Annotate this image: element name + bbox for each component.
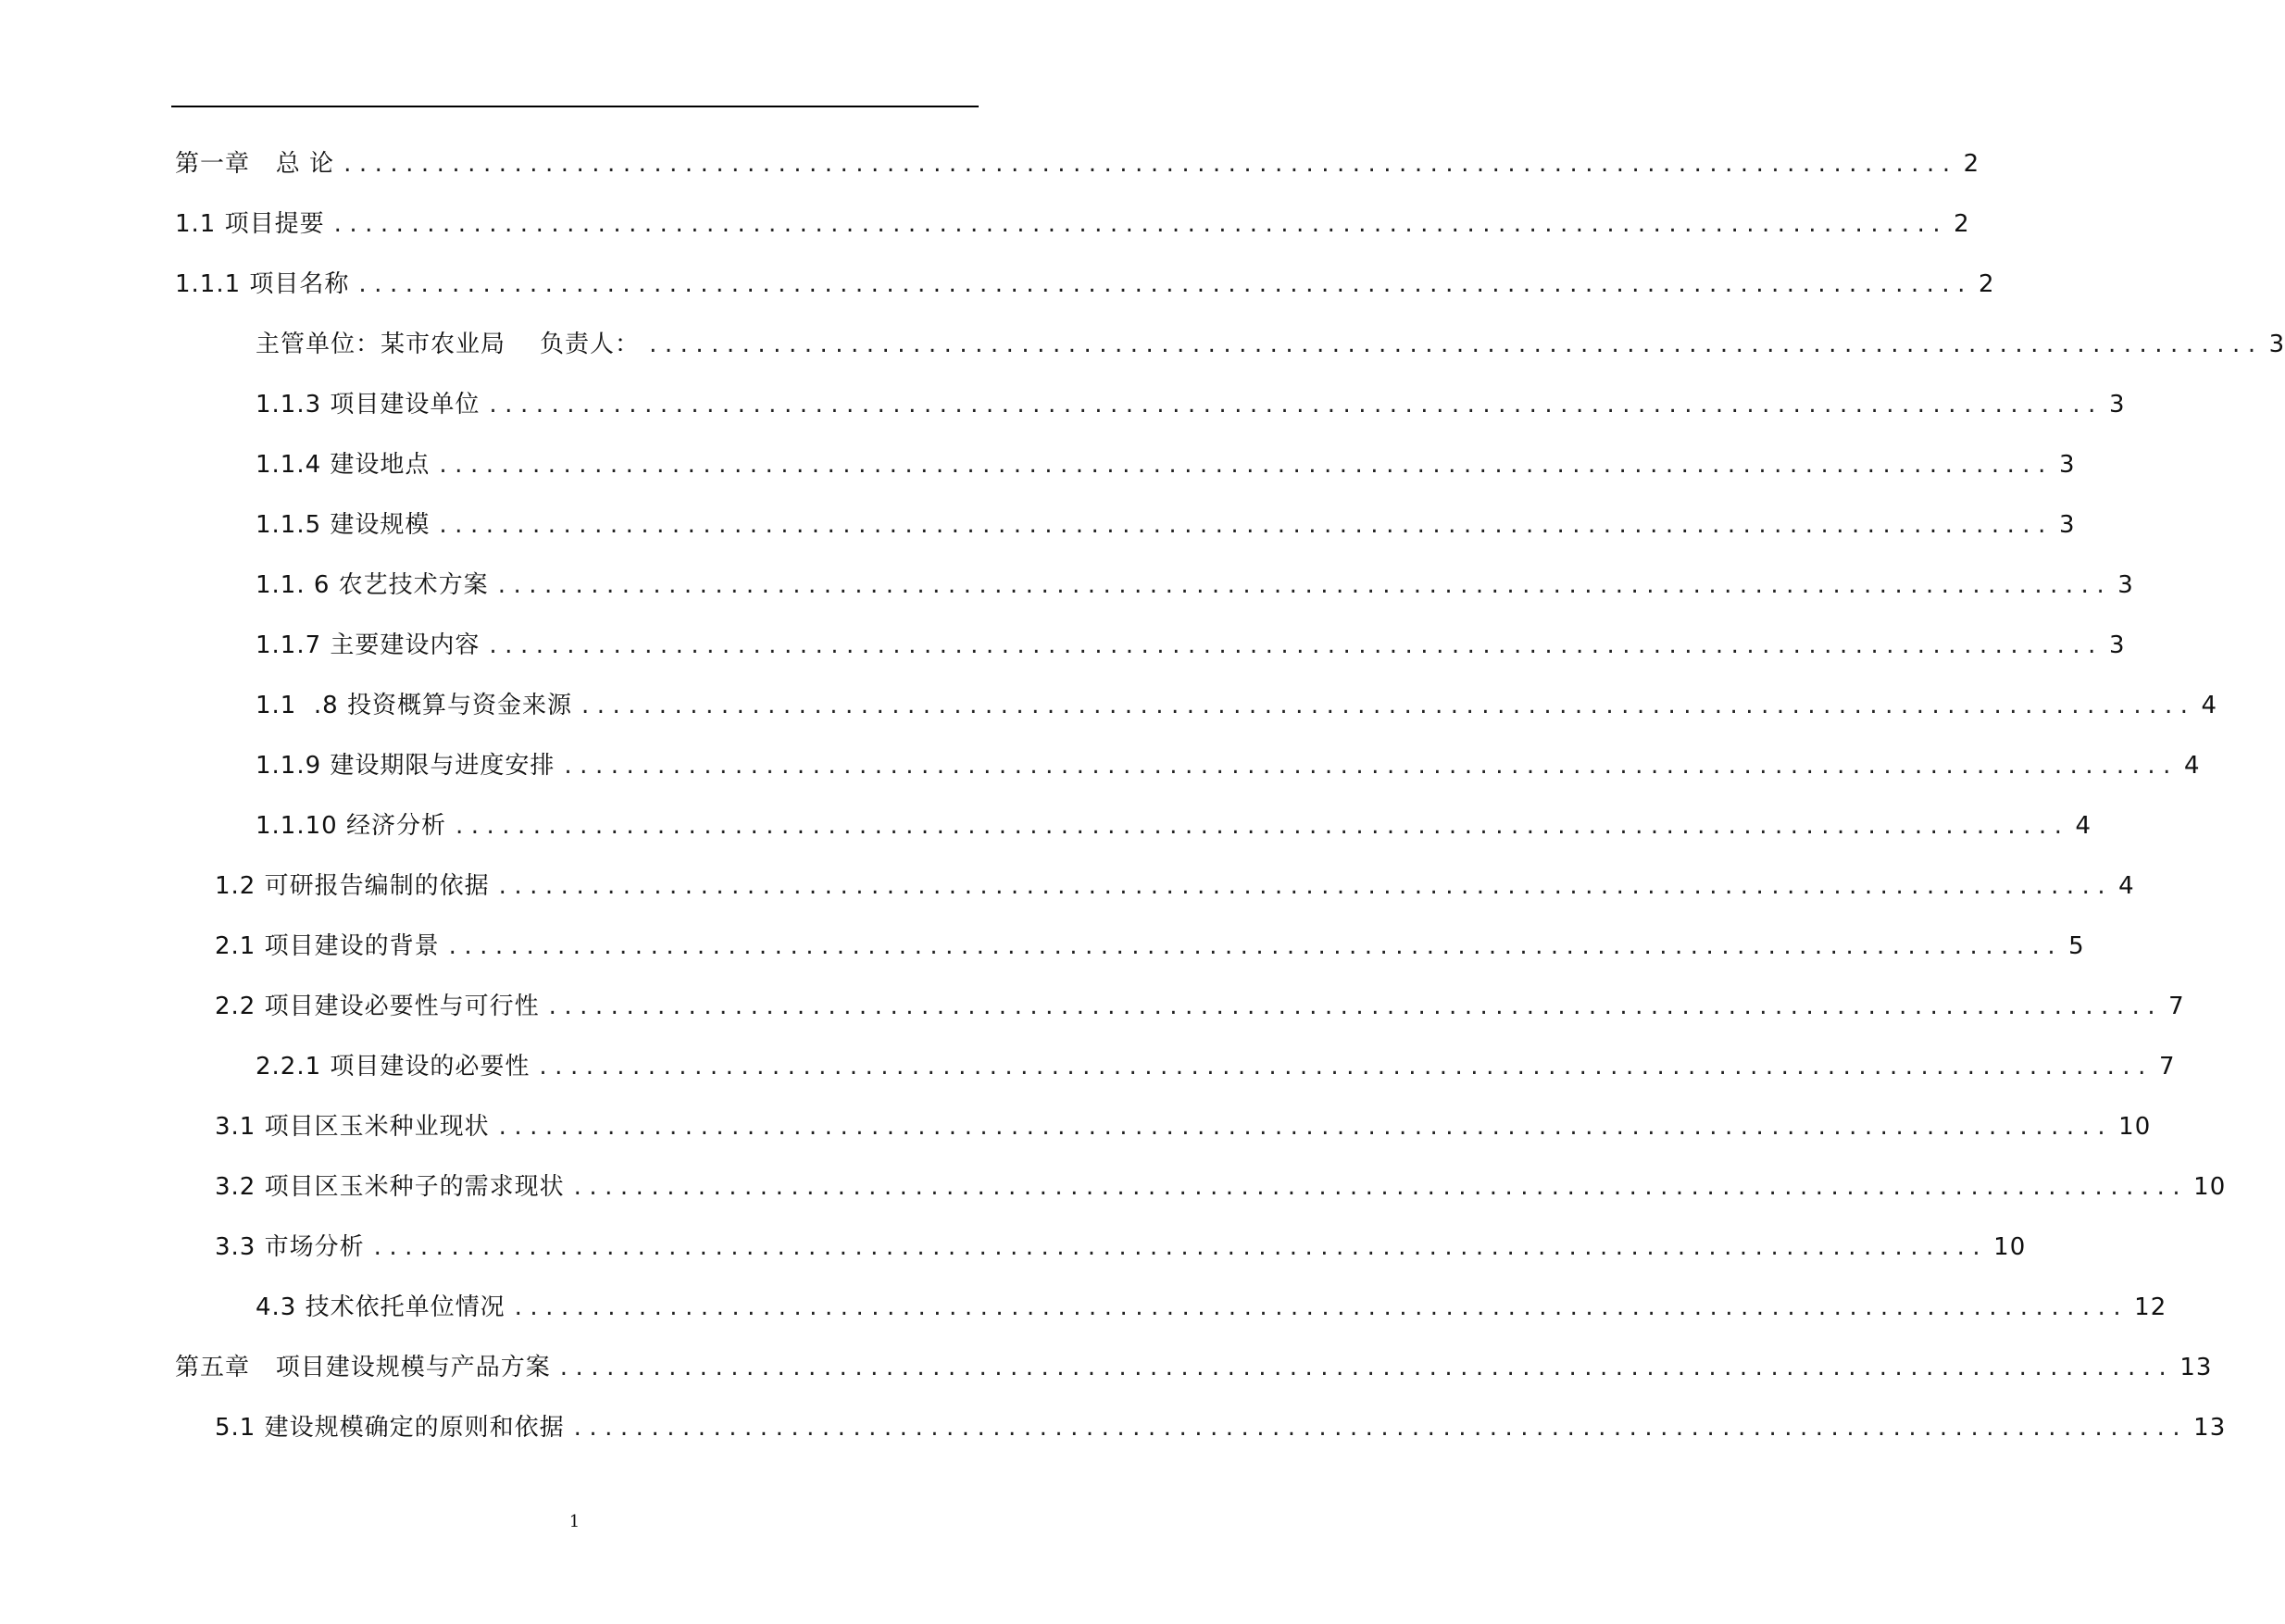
- dot-leader: ........................................................................................................: [489, 631, 2104, 659]
- toc-entry-label: 1.1.4 建设地点: [256, 451, 431, 479]
- toc-entry-label: 2.2 项目建设必要性与可行性: [215, 993, 540, 1020]
- toc-entry[interactable]: [256, 625, 2126, 666]
- toc-entry[interactable]: [215, 1167, 2227, 1207]
- toc-entry-page: 12: [2134, 1293, 2167, 1321]
- dot-leader: ........................................................................................................: [455, 812, 2070, 840]
- dot-leader: ........................................................................................................: [649, 331, 2264, 358]
- toc-entry-page: 3: [2117, 571, 2134, 599]
- toc-entry-label: 1.1.1 项目名称: [175, 270, 350, 298]
- dot-leader: ........................................................................................................: [497, 571, 2113, 599]
- dot-leader: ........................................................................................................: [489, 391, 2104, 418]
- toc-entry[interactable]: [215, 1106, 2152, 1147]
- toc-entry-page: 7: [2158, 1053, 2176, 1081]
- toc-entry[interactable]: [256, 565, 2134, 606]
- toc-entry-page: 4: [2118, 872, 2135, 900]
- toc-entry-page: 4: [2201, 692, 2218, 719]
- toc-entry-label: 1.1.7 主要建设内容: [256, 631, 481, 659]
- toc-entry[interactable]: [256, 324, 2285, 365]
- toc-entry-label: 3.1 项目区玉米种业现状: [215, 1113, 490, 1141]
- toc-entry-page: 2: [1954, 210, 1970, 238]
- dot-leader: ........................................................................................................: [439, 451, 2054, 479]
- toc-entry-label: 第一章 总 论: [175, 150, 335, 178]
- toc-entry-label: 1.1.9 建设期限与进度安排: [256, 752, 556, 780]
- toc-entry-label: 3.3 市场分析: [215, 1233, 365, 1261]
- toc-entry-page: 3: [2058, 451, 2076, 479]
- toc-entry[interactable]: [215, 986, 2185, 1027]
- dot-leader: ........................................................................................................: [498, 872, 2114, 900]
- dot-leader: ........................................................................................................: [333, 210, 1949, 238]
- toc-entry-page: 4: [2075, 812, 2092, 840]
- toc-entry-page: 13: [2179, 1354, 2213, 1381]
- toc-entry-page: 2: [1963, 150, 1980, 178]
- toc-entry[interactable]: [256, 505, 2076, 545]
- toc-entry-page: 2: [1978, 270, 1995, 298]
- dot-leader: ........................................................................................................: [498, 1113, 2114, 1141]
- dot-leader: ........................................................................................................: [573, 1414, 2189, 1442]
- toc-entry-page: 10: [1993, 1233, 2027, 1261]
- toc-entry-page: 5: [2068, 932, 2085, 960]
- toc-entry-page: 3: [2268, 331, 2285, 358]
- dot-leader: ........................................................................................................: [559, 1354, 2175, 1381]
- toc-entry-page: 13: [2193, 1414, 2227, 1442]
- dot-leader: ........................................................................................................: [373, 1233, 1989, 1261]
- toc-entry[interactable]: [215, 926, 2085, 967]
- toc-entry-page: 7: [2168, 993, 2185, 1020]
- dot-leader: ........................................................................................................: [514, 1293, 2129, 1321]
- toc-entry[interactable]: [215, 1407, 2227, 1448]
- toc-entry-label: 1.1. 6 农艺技术方案: [256, 571, 489, 599]
- toc-entry[interactable]: [175, 264, 1995, 305]
- toc-entry[interactable]: [256, 1046, 2176, 1087]
- toc-entry[interactable]: [175, 1347, 2213, 1388]
- toc-entry-page: 3: [2108, 631, 2126, 659]
- toc-entry[interactable]: [256, 1287, 2167, 1328]
- toc-entry-label: 1.1 项目提要: [175, 210, 325, 238]
- toc-entry-page: 3: [2108, 391, 2126, 418]
- toc-entry[interactable]: [215, 1227, 2027, 1268]
- toc-entry-page: 3: [2058, 511, 2076, 539]
- dot-leader: ........................................................................................................: [439, 511, 2054, 539]
- dot-leader: ........................................................................................................: [343, 150, 1958, 178]
- dot-leader: ........................................................................................................: [358, 270, 1973, 298]
- dot-leader: ........................................................................................................: [564, 752, 2179, 780]
- toc-entry[interactable]: [256, 384, 2126, 425]
- toc-entry-label: 1.1 .8 投资概算与资金来源: [256, 692, 572, 719]
- toc-entry[interactable]: [256, 806, 2092, 846]
- toc-entry-label: 2.2.1 项目建设的必要性: [256, 1053, 531, 1081]
- toc-entry[interactable]: [175, 204, 1970, 244]
- header-rule: [171, 106, 979, 107]
- dot-leader: ........................................................................................................: [448, 932, 2064, 960]
- toc-entry-label: 1.2 可研报告编制的依据: [215, 872, 490, 900]
- toc-entry-label: 4.3 技术依托单位情况: [256, 1293, 506, 1321]
- toc-entry-label: 1.1.3 项目建设单位: [256, 391, 481, 418]
- toc-entry-label: 主管单位：某市农业局 负责人：: [256, 331, 641, 358]
- toc-entry-page: 10: [2193, 1173, 2227, 1201]
- dot-leader: ........................................................................................................: [548, 993, 2164, 1020]
- toc-entry-label: 2.1 项目建设的背景: [215, 932, 440, 960]
- toc-entry[interactable]: [175, 144, 1980, 184]
- toc-entry-label: 1.1.10 经济分析: [256, 812, 446, 840]
- toc-entry-label: 第五章 项目建设规模与产品方案: [175, 1354, 551, 1381]
- toc-entry-label: 1.1.5 建设规模: [256, 511, 431, 539]
- toc-entry[interactable]: [256, 685, 2218, 726]
- page-number: 1: [568, 1512, 581, 1531]
- toc-entry[interactable]: [256, 745, 2201, 786]
- toc-entry-label: 5.1 建设规模确定的原则和依据: [215, 1414, 565, 1442]
- toc-entry-label: 3.2 项目区玉米种子的需求现状: [215, 1173, 565, 1201]
- dot-leader: ........................................................................................................: [539, 1053, 2154, 1081]
- toc-entry[interactable]: [256, 444, 2076, 485]
- dot-leader: ........................................................................................................: [581, 692, 2196, 719]
- toc-entry[interactable]: [215, 866, 2135, 906]
- dot-leader: ........................................................................................................: [573, 1173, 2189, 1201]
- toc-entry-page: 10: [2118, 1113, 2152, 1141]
- toc-entry-page: 4: [2183, 752, 2201, 780]
